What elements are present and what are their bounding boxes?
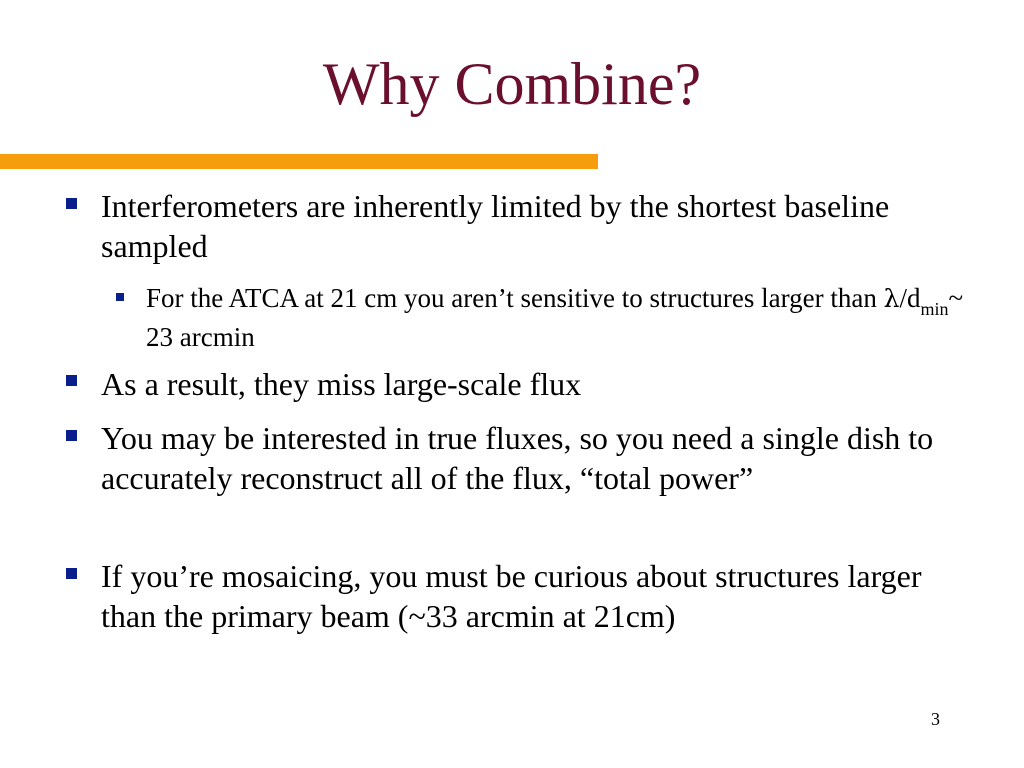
sub-bullet-item (146, 280, 966, 355)
slide-title: Why Combine? (322, 51, 702, 117)
sub-bullet-marker (116, 293, 124, 301)
bullet-marker (66, 568, 77, 579)
bullet-item: As a result, they miss large-scale flux (101, 366, 582, 402)
bullet-marker (66, 430, 77, 441)
bullet-item: You may be interested in true fluxes, so you need a single dish to accurately reconstruct all of the flux, “total power” (101, 420, 934, 496)
sub-bullet-text: For the ATCA at 21 cm you aren’t sensitive to structures larger than (146, 283, 884, 313)
bullet-item: If you’re mosaicing, you must be curious about structures larger than the primary beam (~33 arcmin at 21cm) (101, 558, 922, 634)
title-accent-rule (0, 154, 598, 169)
slash-d: /d (899, 283, 921, 313)
bullet-item: Interferometers are inherently limited by the shortest baseline sampled (101, 188, 890, 264)
page-number: 3 (931, 709, 940, 729)
sub-bullet-text-after: ~ 23 arcmin (146, 283, 964, 352)
subscript-min: min (920, 299, 949, 319)
bullet-marker (66, 375, 77, 386)
lambda-symbol: λ (883, 284, 900, 313)
bullet-marker (66, 198, 77, 209)
